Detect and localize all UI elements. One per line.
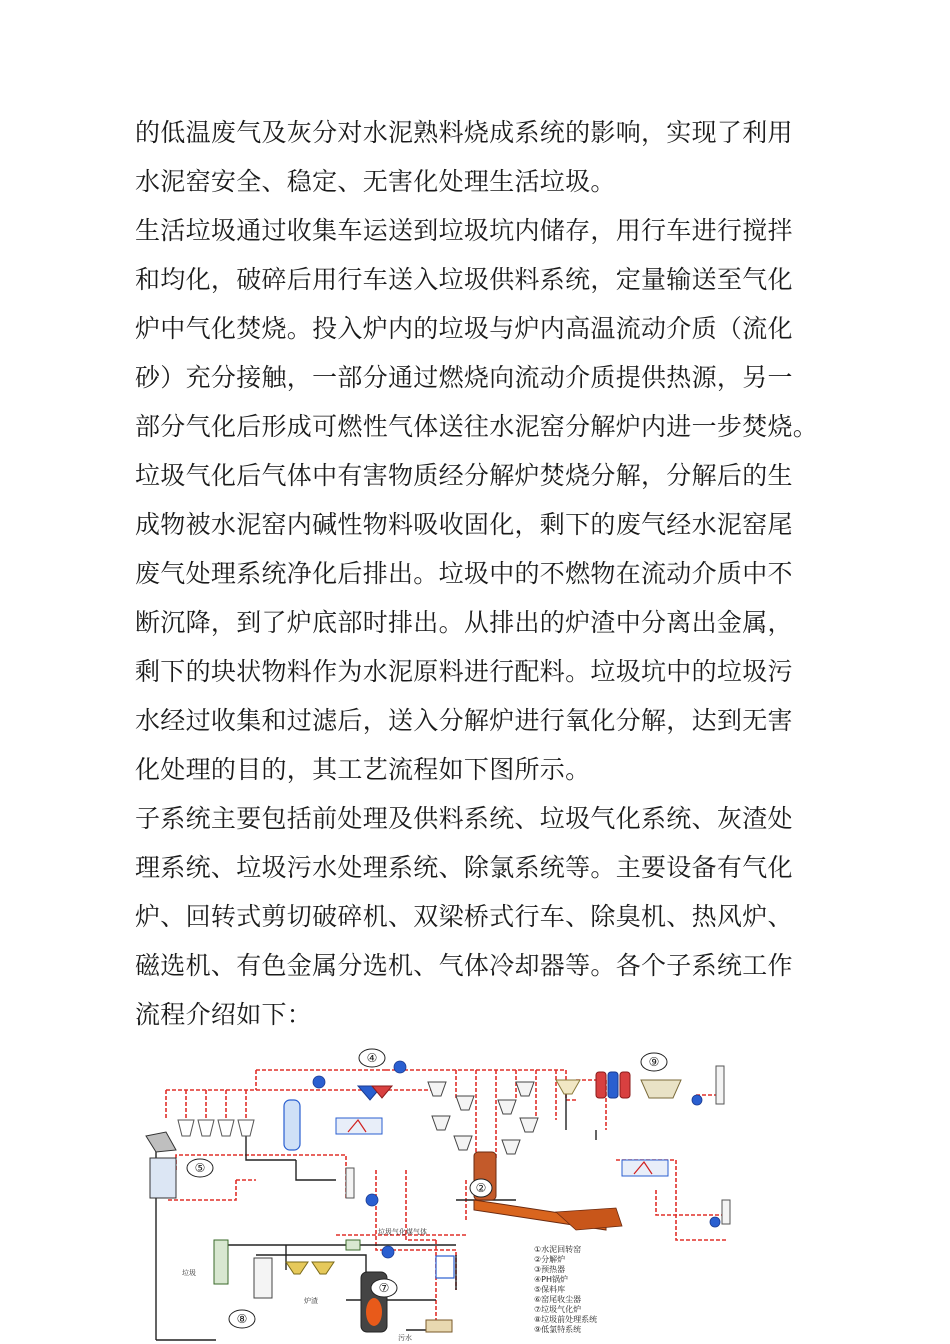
flow-line <box>656 1190 726 1215</box>
heat-exchanger <box>336 1118 382 1134</box>
legend-item: ⑧垃圾前处理系统 <box>534 1315 598 1324</box>
text-line: 成物被水泥窑内碱性物料吸收固化，剩下的废气经水泥窑尾 <box>135 510 793 539</box>
flow-line <box>166 1180 256 1200</box>
ash-label: 炉渣 <box>304 1297 318 1305</box>
hopper <box>198 1120 214 1136</box>
hopper <box>238 1120 254 1136</box>
hopper <box>178 1120 194 1136</box>
text-line: 剩下的块状物料作为水泥原料进行配料。垃圾坑中的垃圾污 <box>135 657 793 686</box>
text-line: 的低温废气及灰分对水泥熟料烧成系统的影响，实现了利用 <box>135 118 793 147</box>
fan-icon <box>382 1246 394 1258</box>
text-line: 流程介绍如下： <box>135 1000 313 1029</box>
text-line: 炉中气化焚烧。投入炉内的垃圾与炉内高温流动介质（流化 <box>135 314 793 343</box>
furnace-flame <box>366 1298 382 1326</box>
filter-unit <box>620 1072 630 1098</box>
exchanger-box <box>622 1160 668 1176</box>
text-line: 废气处理系统净化后排出。垃圾中的不燃物在流动介质中不 <box>135 559 793 588</box>
legend-item: ④PH锅炉 <box>534 1275 569 1284</box>
process-flow-diagram <box>136 1040 740 1344</box>
fan-icon <box>366 1194 378 1206</box>
preheater-tower <box>428 1082 538 1154</box>
storage-silo <box>146 1132 176 1198</box>
flow-line <box>296 1160 336 1180</box>
gas-flow-lines <box>166 1070 726 1330</box>
cyclone <box>432 1116 450 1130</box>
legend-item: ⑤保料库 <box>534 1285 566 1294</box>
cyclone <box>456 1096 474 1110</box>
pretreatment-system <box>214 1240 360 1298</box>
calciner-kiln <box>474 1152 622 1230</box>
ph-boiler <box>358 1086 392 1100</box>
text-line: 砂）充分接触，一部分通过燃烧向流动介质提供热源，另一 <box>135 363 793 392</box>
gas-label: 垃圾气化煤气体 <box>378 1228 427 1236</box>
flow-line <box>536 1070 566 1120</box>
cyclone <box>454 1136 472 1150</box>
callout-4: ④ <box>366 1051 378 1065</box>
legend-item: ③预热器 <box>534 1265 566 1274</box>
sewage-label: 污水 <box>398 1334 412 1342</box>
callout-2: ② <box>475 1181 487 1195</box>
chimney <box>722 1200 730 1224</box>
filter-unit <box>608 1072 618 1098</box>
silo-body <box>150 1158 176 1198</box>
callout-5: ⑤ <box>194 1161 206 1175</box>
bag-filter <box>641 1080 681 1098</box>
collector-hopper <box>556 1080 580 1094</box>
cooler-exchanger <box>622 1160 668 1176</box>
crusher <box>254 1258 272 1298</box>
flow-line <box>166 1090 246 1120</box>
filter-unit <box>596 1072 606 1098</box>
feed-hopper <box>286 1262 308 1274</box>
hopper-bank <box>178 1120 254 1136</box>
legend-item: ②分解炉 <box>534 1255 566 1264</box>
text-line: 炉、回转式剪切破碎机、双梁桥式行车、除臭机、热风炉、 <box>135 902 793 931</box>
text-line: 子系统主要包括前处理及供料系统、垃圾气化系统、灰渣处 <box>135 804 793 833</box>
body-text <box>135 108 835 1039</box>
separator <box>436 1256 454 1278</box>
cyclone <box>502 1140 520 1154</box>
legend-item: ⑦垃圾气化炉 <box>534 1305 582 1314</box>
legend-item: ①水泥回转窑 <box>534 1245 582 1254</box>
callout-9: ⑨ <box>648 1055 660 1069</box>
text-line: 和均化，破碎后用行车送入垃圾供料系统，定量输送至气化 <box>135 265 793 294</box>
fan-icon <box>394 1061 406 1073</box>
callout-7: ⑦ <box>378 1281 390 1295</box>
feed-hopper <box>312 1262 334 1274</box>
garbage-label: 垃圾 <box>182 1269 196 1277</box>
chimney <box>716 1066 724 1104</box>
cooling-tower <box>284 1100 300 1150</box>
legend-item: ⑨低氯特系统 <box>534 1325 582 1334</box>
fan-icon <box>710 1217 720 1227</box>
fan-icon <box>313 1076 325 1088</box>
text-line: 理系统、垃圾污水处理系统、除氯系统等。主要设备有气化 <box>135 853 793 882</box>
clinker-cooler <box>556 1208 622 1230</box>
ash-handling <box>426 1256 454 1332</box>
text-line: 化处理的目的，其工艺流程如下图所示。 <box>135 755 591 784</box>
legend-item: ⑥窑尾收尘器 <box>534 1295 582 1304</box>
text-line: 磁选机、有色金属分选机、气体冷却器等。各个子系统工作 <box>135 951 793 980</box>
conveyor-box <box>346 1240 360 1250</box>
cyclone <box>516 1082 534 1096</box>
dust-collector <box>556 1072 630 1098</box>
fan-icon <box>692 1095 702 1105</box>
text-line: 水经过收集和过滤后，送入分解炉进行氧化分解，达到无害 <box>135 706 793 735</box>
cyclone <box>498 1100 516 1114</box>
hopper <box>218 1120 234 1136</box>
text-line: 生活垃圾通过收集车运送到垃圾坑内储存，用行车进行搅拌 <box>135 216 793 245</box>
silo-top <box>146 1132 176 1152</box>
diagram-legend <box>534 1244 597 1334</box>
text-line: 水泥窑安全、稳定、无害化处理生活垃圾。 <box>135 167 616 196</box>
process-flow-svg <box>136 1040 740 1344</box>
cyclone <box>428 1082 446 1096</box>
cyclone <box>520 1118 538 1132</box>
ash-bin <box>426 1320 452 1332</box>
text-line: 垃圾气化后气体中有害物质经分解炉焚烧分解，分解后的生 <box>135 461 793 490</box>
chimney <box>346 1168 354 1198</box>
text-line: 断沉降，到了炉底部时排出。从排出的炉渣中分离出金属， <box>135 608 793 637</box>
callout-8: ⑧ <box>236 1312 248 1326</box>
pit-wall <box>214 1240 228 1284</box>
exchanger-box <box>336 1118 382 1134</box>
text-line: 部分气化后形成可燃性气体送往水泥窑分解炉内进一步焚烧。 <box>135 412 819 441</box>
